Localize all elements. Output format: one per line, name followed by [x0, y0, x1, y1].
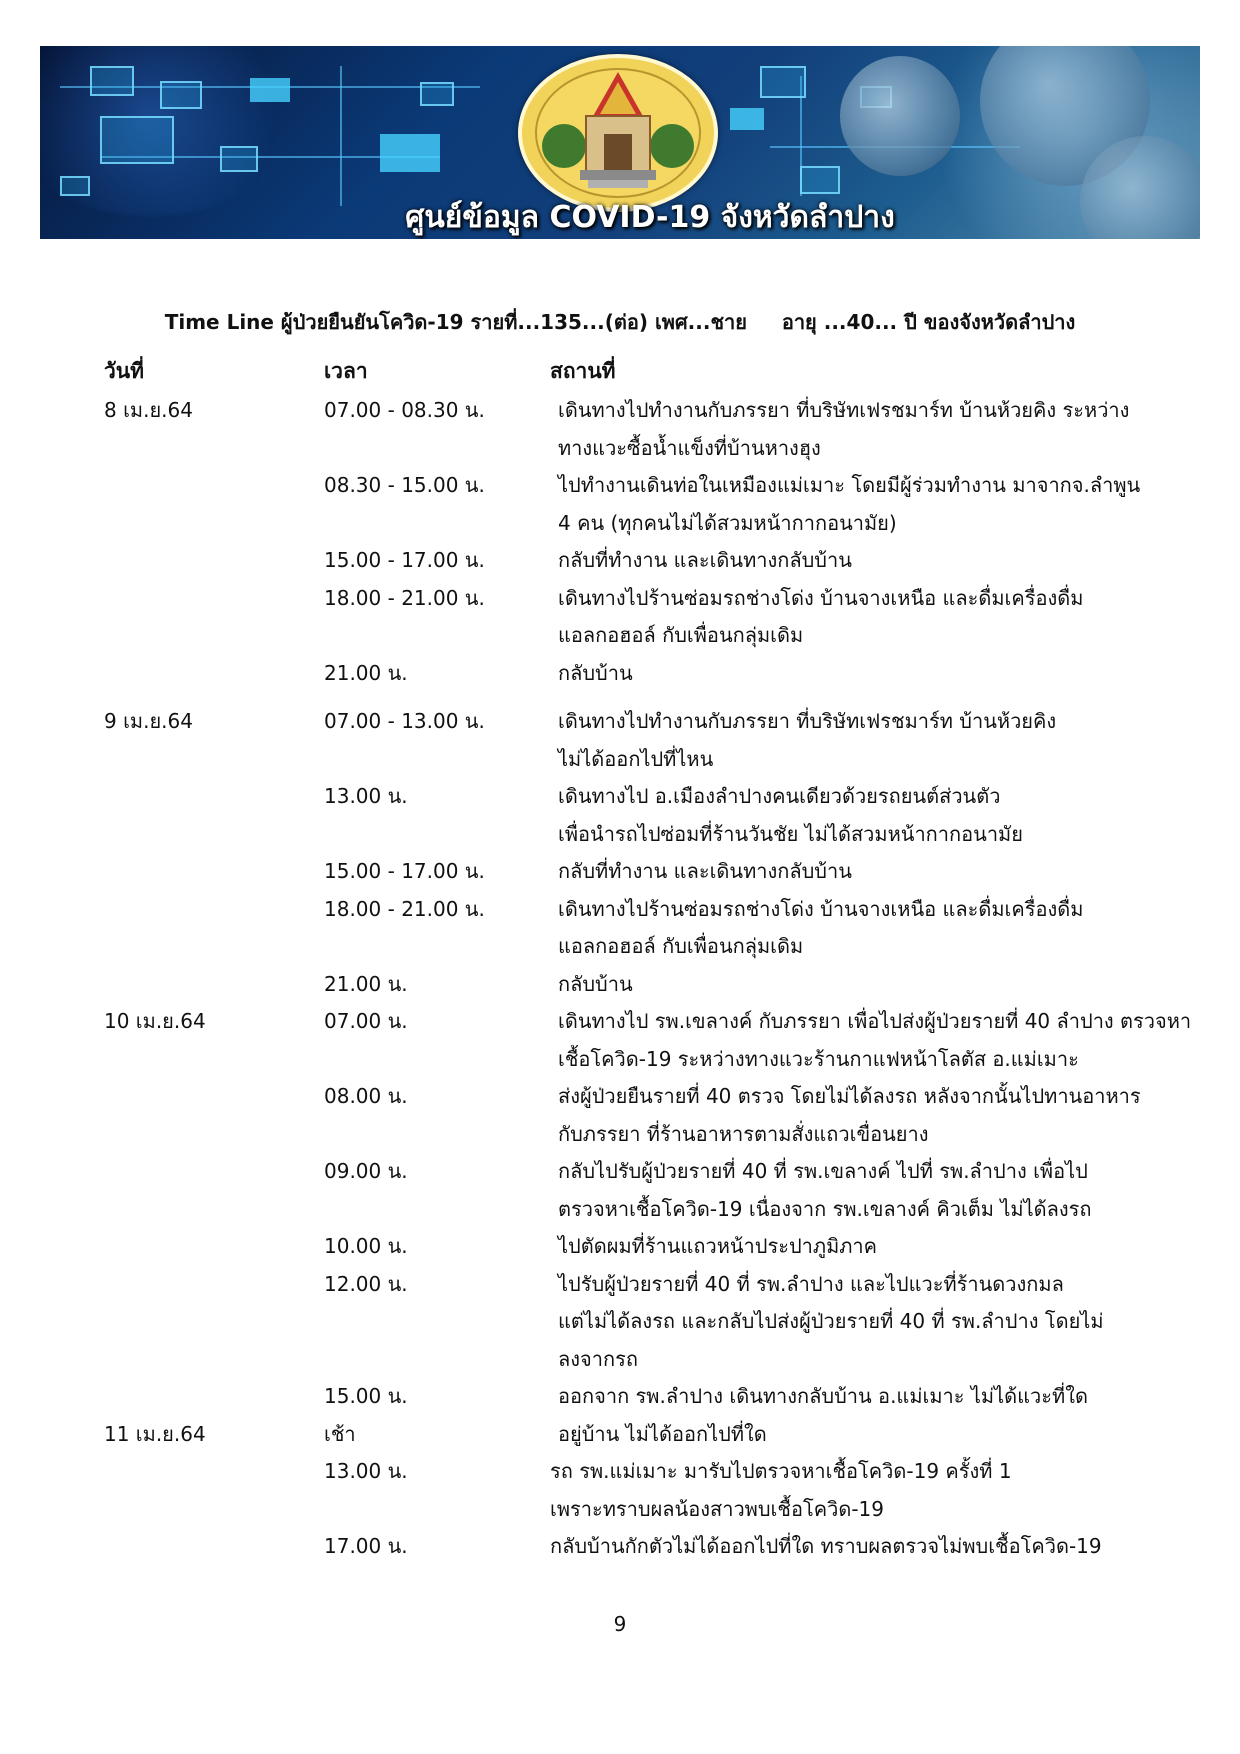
- place-line: กลับบ้าน: [558, 660, 633, 685]
- row-date: 11 เม.ย.64: [104, 1421, 206, 1446]
- table-row: [0, 1153, 1240, 1228]
- table-row: [0, 1228, 1240, 1266]
- place-line: เดินทางไปทำงานกับภรรยา ที่บริษัทเฟรชมาร์ท บ้านห้วยคิง: [558, 709, 1057, 733]
- row-place: [558, 1266, 1208, 1379]
- row-place: [558, 1078, 1208, 1153]
- place-line: ไปทำงานเดินท่อในเหมืองแม่เมาะ โดยมีผู้ร่วมทำงาน มาจากจ.ลำพูน: [558, 473, 1141, 497]
- row-time: 13.00 น.: [324, 1459, 408, 1483]
- table-row: [0, 778, 1240, 853]
- table-row: [0, 891, 1240, 966]
- covid-info-banner: [40, 46, 1200, 239]
- place-line: ไปรับผู้ป่วยรายที่ 40 ที่ รพ.ลำปาง และไปแวะที่ร้านดวงกมล: [558, 1271, 1064, 1296]
- table-row: [0, 1416, 1240, 1454]
- place-line: แต่ไม่ได้ลงรถ และกลับไปส่งผู้ป่วยรายที่ 40 ที่ รพ.ลำปาง โดยไม่: [558, 1309, 1104, 1333]
- row-place: [558, 1416, 1208, 1454]
- row-place: [558, 580, 1208, 655]
- place-line: แอลกอฮอล์ กับเพื่อนกลุ่มเดิม: [558, 623, 804, 647]
- row-place: [550, 1453, 1200, 1528]
- row-place: [558, 1153, 1208, 1228]
- place-line: กลับที่ทำงาน และเดินทางกลับบ้าน: [558, 859, 852, 883]
- table-row: [0, 1003, 1240, 1078]
- place-line: อยู่บ้าน ไม่ได้ออกไปที่ใด: [558, 1421, 767, 1446]
- place-line: ส่งผู้ป่วยยืนรายที่ 40 ตรวจ โดยไม่ได้ลงรถ หลังจากนั้นไปทานอาหาร: [558, 1084, 1141, 1108]
- header-date: วันที่: [104, 359, 144, 383]
- table-row: [0, 703, 1240, 778]
- row-date: 8 เม.ย.64: [104, 398, 193, 422]
- table-row: [0, 853, 1240, 891]
- place-line: ไปตัดผมที่ร้านแถวหน้าประปาภูมิภาค: [558, 1234, 878, 1258]
- place-line: เพื่อนำรถไปซ่อมที่ร้านวันชัย ไม่ได้สวมหน้ากากอนามัย: [558, 821, 1023, 846]
- place-line: เดินทางไป อ.เมืองลำปางคนเดียวด้วยรถยนต์ส่วนตัว: [558, 784, 1001, 808]
- banner-title: ศูนย์ข้อมูล COVID-19 จังหวัดลำปาง: [405, 200, 895, 235]
- row-time: 15.00 น.: [324, 1384, 408, 1408]
- place-line: เดินทางไปร้านซ่อมรถช่างโด่ง บ้านจางเหนือ และดื่มเครื่องดื่ม: [558, 896, 1084, 921]
- table-row: [0, 1078, 1240, 1153]
- row-time: เช้า: [324, 1421, 356, 1446]
- place-line: กลับบ้านกักตัวไม่ได้ออกไปที่ใด ทราบผลตรวจไม่พบเชื้อโควิด-19: [550, 1534, 1102, 1558]
- header-place: สถานที่: [550, 359, 616, 383]
- row-place: [558, 703, 1208, 778]
- table-row: [0, 580, 1240, 655]
- place-line: กลับไปรับผู้ป่วยรายที่ 40 ที่ รพ.เขลางค์ ไปที่ รพ.ลำปาง เพื่อไป: [558, 1159, 1088, 1183]
- row-date: 9 เม.ย.64: [104, 709, 193, 733]
- place-line: แอลกอฮอล์ กับเพื่อนกลุ่มเดิม: [558, 934, 804, 958]
- row-place: [558, 1378, 1208, 1416]
- row-place: [558, 542, 1208, 580]
- row-time: 15.00 - 17.00 น.: [324, 859, 485, 883]
- row-place: [558, 853, 1208, 891]
- table-row: [0, 467, 1240, 542]
- row-place: [558, 392, 1208, 467]
- place-line: กลับที่ทำงาน และเดินทางกลับบ้าน: [558, 548, 852, 572]
- place-line: กลับบ้าน: [558, 971, 633, 996]
- place-line: ไม่ได้ออกไปที่ไหน: [558, 746, 714, 771]
- table-row: [0, 542, 1240, 580]
- document-title: Time Line ผู้ป่วยยืนยันโควิด-19 รายที่...135...(ต่อ) เพศ...ชาย อายุ ...40... ปี ของจังหวัดลำปาง: [164, 310, 1076, 334]
- place-line: เดินทางไปร้านซ่อมรถช่างโด่ง บ้านจางเหนือ และดื่มเครื่องดื่ม: [558, 585, 1084, 610]
- row-time: 10.00 น.: [324, 1234, 408, 1258]
- row-date: 10 เม.ย.64: [104, 1009, 206, 1033]
- table-row: [0, 1528, 1240, 1566]
- table-row: [0, 392, 1240, 467]
- table-row: [0, 1453, 1240, 1528]
- row-place: [558, 778, 1208, 853]
- page-number: 9: [613, 1612, 627, 1636]
- header-time: เวลา: [324, 359, 368, 383]
- row-time: 13.00 น.: [324, 784, 408, 808]
- place-line: เดินทางไปทำงานกับภรรยา ที่บริษัทเฟรชมาร์ท บ้านห้วยคิง ระหว่าง: [558, 398, 1130, 422]
- table-row: [0, 966, 1240, 1004]
- row-time: 15.00 - 17.00 น.: [324, 548, 485, 572]
- row-time: 08.30 - 15.00 น.: [324, 473, 485, 497]
- row-time: 12.00 น.: [324, 1271, 408, 1296]
- row-time: 21.00 น.: [324, 971, 408, 996]
- virus-icon: [840, 56, 960, 176]
- timeline-table: [0, 392, 1240, 1566]
- table-row: [0, 1378, 1240, 1416]
- place-line: ทางแวะซื้อน้ำแข็งที่บ้านหางฮุง: [558, 435, 821, 460]
- row-place: [558, 966, 1208, 1004]
- row-time: 21.00 น.: [324, 660, 408, 685]
- lampang-provincial-seal-icon: [518, 54, 718, 212]
- place-line: เพราะทราบผลน้องสาวพบเชื้อโควิด-19: [550, 1496, 884, 1521]
- row-time: 18.00 - 21.00 น.: [324, 896, 485, 921]
- place-line: ตรวจหาเชื้อโควิด-19 เนื่องจาก รพ.เขลางค์ คิวเต็ม ไม่ได้ลงรถ: [558, 1196, 1092, 1221]
- row-time: 18.00 - 21.00 น.: [324, 585, 485, 610]
- row-time: 07.00 น.: [324, 1009, 408, 1033]
- row-time: 17.00 น.: [324, 1534, 408, 1558]
- place-line: ลงจากรถ: [558, 1346, 638, 1371]
- row-time: 09.00 น.: [324, 1159, 408, 1183]
- row-place: [558, 467, 1208, 542]
- row-time: 08.00 น.: [324, 1084, 408, 1108]
- table-row: [0, 655, 1240, 693]
- place-line: เดินทางไป รพ.เขลางค์ กับภรรยา เพื่อไปส่งผู้ป่วยรายที่ 40 ลำปาง ตรวจหา: [558, 1009, 1192, 1033]
- row-place: [558, 891, 1208, 966]
- table-row: [0, 1266, 1240, 1379]
- row-time: 07.00 - 13.00 น.: [324, 709, 485, 733]
- row-place: [550, 1528, 1200, 1566]
- place-line: รถ รพ.แม่เมาะ มารับไปตรวจหาเชื้อโควิด-19 ครั้งที่ 1: [550, 1459, 1012, 1483]
- row-time: 07.00 - 08.30 น.: [324, 398, 485, 422]
- row-place: [558, 1228, 1208, 1266]
- place-line: เชื้อโควิด-19 ระหว่างทางแวะร้านกาแฟหน้าโลตัส อ.แม่เมาะ: [558, 1046, 1079, 1071]
- place-line: 4 คน (ทุกคนไม่ได้สวมหน้ากากอนามัย): [558, 510, 897, 535]
- row-place: [558, 655, 1208, 693]
- place-line: กับภรรยา ที่ร้านอาหารตามสั่งแถวเขื่อนยาง: [558, 1121, 929, 1146]
- row-place: [558, 1003, 1208, 1078]
- place-line: ออกจาก รพ.ลำปาง เดินทางกลับบ้าน อ.แม่เมาะ ไม่ได้แวะที่ใด: [558, 1384, 1088, 1408]
